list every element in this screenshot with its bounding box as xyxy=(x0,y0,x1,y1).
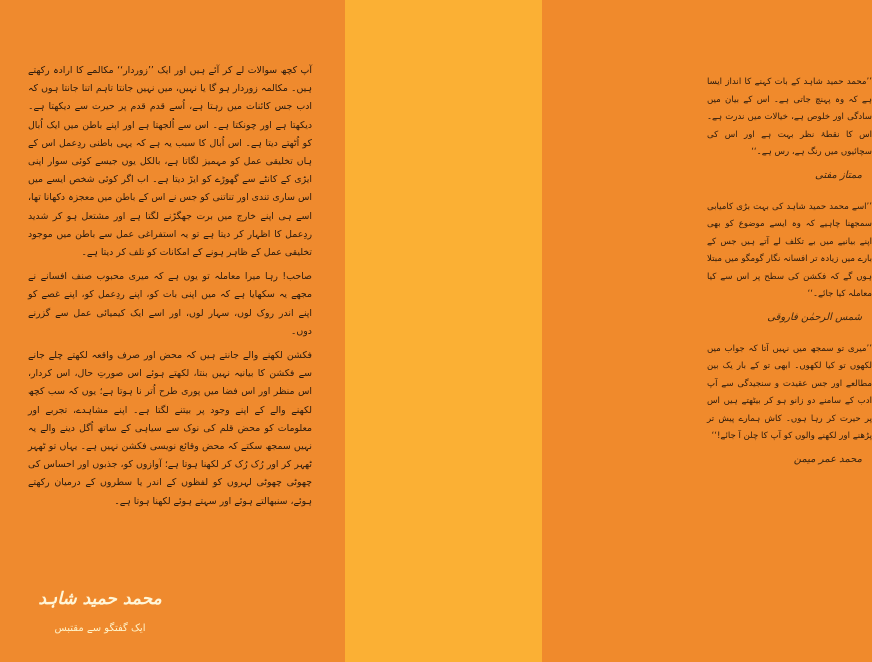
testimonial-quote: ’’محمد حمید شاہد کے بات کہنے کا انداز ایسا ہے کہ وہ پہنچ جاتی ہے۔ اس کے بیان میں سادگی اور خلوص ہے، خیالات میں ندرت ہے۔ اس کا نقطۂ نظر بہت ہے اور اس کی سچائیوں میں رنگ ہے، رس ہے۔‘‘ xyxy=(707,77,872,157)
main-text xyxy=(28,62,312,511)
paragraph: آپ کچھ سوالات لے کر آئے ہیں اور ایک ’’زوردار‘‘ مکالمے کا ارادہ رکھتے ہیں۔ مکالمہ زوردار ہو گا یا نہیں، میں نہیں جانتا تاہم اتنا جانتا ہوں کہ ادب جس کائنات میں رہتا ہے، اُسے قدم قدم پر حیرت سے دیکھتا ہے۔ دیکھتا ہے اور چونکتا ہے۔ اس سے اُلجھتا ہے اور اپنے باطن میں ایک اُبال کو اُٹھتے دیتا ہے۔ اس اُبال کا سبب یہ ہے کہ یہی باطنی ردِعمل اس کے ہاں تخلیقی عمل کو مہمیز لگاتا ہے، بالکل یوں جیسے کوئی سوار اپنی ایڑی کے کانٹے سے گھوڑے کو ایڑ دیتا ہے۔ اب اگر کوئی شخص ایسے میں اس ساری تندی اور تناتنی کو جس نے اس کے باطن میں معجزہ دکھانا تھا، اسے ہی اپنے خارج میں برت جھگڑنے لگتا ہے اور مشتعل ہو کر شدید ردِعمل کا اظہار کر دیتا ہے تو یہ استفراغی عمل سے باطن میں موجود تخلیقی عمل کے ظاہر ہونے کے امکانات کو تلف کر دیتا ہے۔ xyxy=(28,65,312,259)
testimonial-author: ممتاز مفتی xyxy=(815,169,862,181)
testimonial-author: شمس الرحمٰن فاروقی xyxy=(767,311,862,323)
right-panel xyxy=(345,0,872,662)
author-signature: محمد حمید شاہد xyxy=(38,589,162,609)
testimonials xyxy=(707,74,872,483)
left-panel xyxy=(0,0,345,662)
testimonial-quote: ’’میری تو سمجھ میں نہیں آتا کہ جواب میں لکھوں تو کیا لکھوں۔ ابھی تو کے بار یک بین مطالعے اور جس عقیدت و سنجیدگی سے آپ ادب کے سامنے دو زانو ہو کر بیٹھتے ہیں اس پر حیرت کر رہا ہوں۔ کاش ہمارے پیش تر پڑھنے اور لکھنے والوں کو آپ کا چلن آ جائے!‘‘ xyxy=(707,343,872,441)
paragraph: فکشن لکھنے والے جانتے ہیں کہ محض اور صرف واقعہ لکھتے چلے جانے سے فکشن کا بیانیہ نہیں بنتا، لکھتے ہوئے اس صورتِ حال، اس کردار، اس منظر اور اس فضا میں پوری طرح اُتر نا ہوتا ہے؛ یوں کہ سب کچھ لکھنے والے کے اپنے وجود پر بیتنے لگتا ہے۔ اپنے مشاہدے، تجربے اور معلومات کو محض قلم کی نوک سے سیاہی کے ساتھ اُگل دینے والے یہ نہیں سمجھ سکتے کہ محض وقائع نویسی فکشن نہیں ہے۔ یہاں تو ٹھہر ٹھہر کر اور رُک رُک کر لکھنا ہوتا ہے؛ آوازوں کو، جذبوں اور احساس کی چھوٹی چھوٹی لہروں کو لفظوں کے اندر یا سطروں کے درمیان رکھتے ہوئے، سنبھالتے ہوئے اور سہتے ہوئے لکھنا ہوتا ہے۔ xyxy=(28,350,312,507)
paragraph: صاحب! رہا میرا معاملہ تو یوں ہے کہ میری محبوب صنف افسانے نے مجھے یہ سکھایا ہے کہ میں اپنی بات کو، اپنے ردِعمل کو، اپنے غصے کو اپنے اندر روک لوں، سہار لوں، اور اسے ایک کیمیائی عمل سے گزرنے دوں۔ xyxy=(28,271,312,337)
testimonial-quote: ’’اسے محمد حمید شاہد کی بہت بڑی کامیابی سمجھنا چاہیے کہ وہ ایسے موضوع کو بھی اپنے بیانیے میں بے تکلف لے آتے ہیں جس کے بارے میں زیادہ تر افسانہ نگار گومگو میں مبتلا ہوں گے کہ فکشن کی سطح پر اس سے کیا معاملہ کیا جائے۔‘‘ xyxy=(707,201,872,299)
testimonial-author: محمد عمر میمن xyxy=(793,453,862,465)
source-note: ایک گفتگو سے مقتبس xyxy=(54,623,146,634)
